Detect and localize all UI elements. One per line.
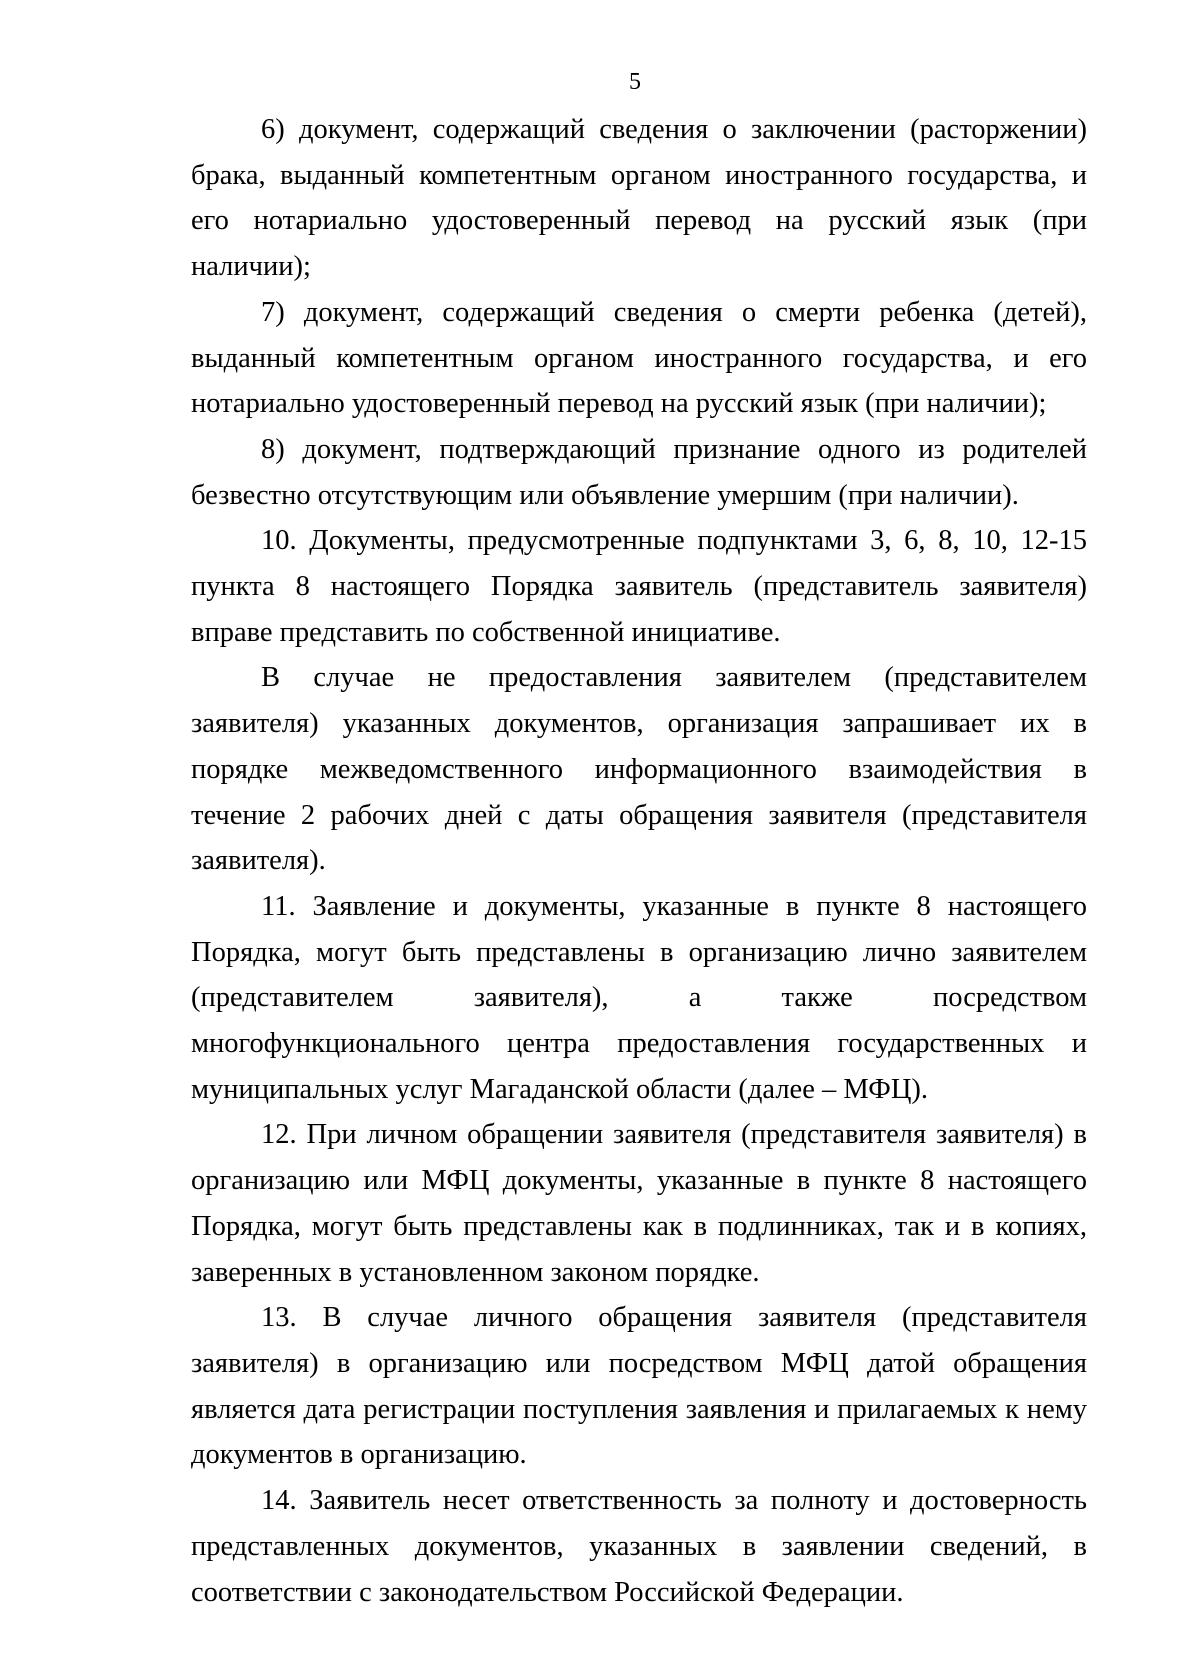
paragraph-section-11: 11. Заявление и документы, указанные в пункте 8 настоящего Порядка, могут быть представлены в организацию лично заявителем (представителем заявителя), а также посредством многофункционального центра предоставления государственных и муниципальных услуг Магаданской области (далее – МФЦ). [191, 890, 1087, 1105]
paragraph-item-8: 8) документ, подтверждающий признание одного из родителей безвестно отсутствующим или объявление умершим (при наличии). [191, 433, 1087, 511]
paragraph-section-14: 14. Заявитель несет ответственность за полноту и достоверность представленных документов, указанных в заявлении сведений, в соответствии с законодательством Российской Федерации. [191, 1485, 1087, 1608]
paragraph-item-6: 6) документ, содержащий сведения о заключении (расторжении) брака, выданный компетентным органом иностранного государства, и его нотариально удостоверенный перевод на русский язык (при наличии); [191, 114, 1087, 283]
paragraph-item-7: 7) документ, содержащий сведения о смерти ребенка (детей), выданный компетентным органом иностранного государства, и его нотариально удостоверенный перевод на русский язык (при наличии); [191, 296, 1087, 420]
paragraph-section-10: 10. Документы, предусмотренные подпунктами 3, 6, 8, 10, 12-15 пункта 8 настоящего Порядка заявитель (представитель заявителя) вправе представить по собственной инициативе. [191, 525, 1087, 648]
paragraph-section-12: 12. При личном обращении заявителя (представителя заявителя) в организацию или МФЦ документы, указанные в пункте 8 настоящего Порядка, могут быть представлены как в подлинниках, так и в копиях, заверенных в установленном законом порядке. [191, 1119, 1087, 1288]
paragraph-section-10-continued: В случае не предоставления заявителем (представителем заявителя) указанных документов, организация запрашивает их в порядке межведомственного информационного взаимодействия в течение 2 рабочих дней с даты обращения заявителя (представителя заявителя). [191, 662, 1087, 877]
page-number: 5 [629, 69, 641, 95]
document-body [191, 107, 1087, 1615]
paragraph-section-13: 13. В случае личного обращения заявителя (представителя заявителя) в организацию или посредством МФЦ датой обращения является дата регистрации поступления заявления и прилагаемых к нему документов в организацию. [191, 1302, 1087, 1471]
